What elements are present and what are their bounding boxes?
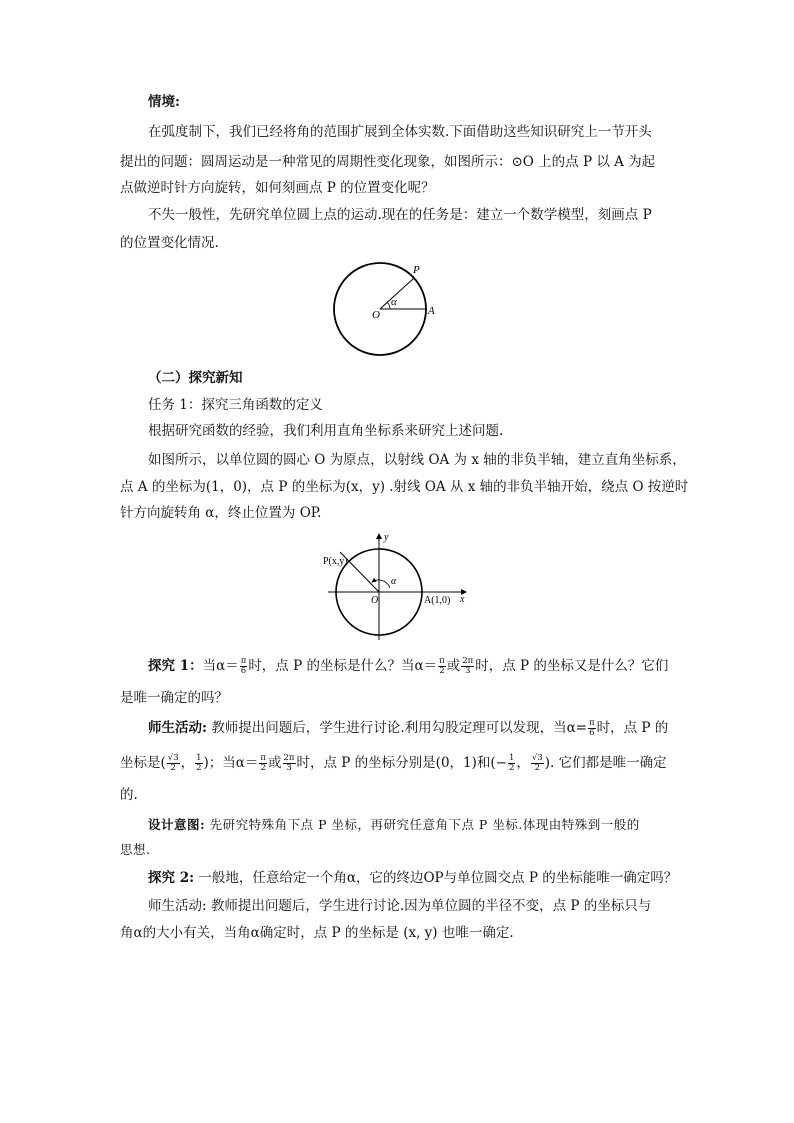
situation-para1-line1: 在弧度制下，我们已经将角的范围扩展到全体实数.下面借助这些知识研究上一节开头 <box>148 124 652 140</box>
figure1-label-a: A <box>428 305 435 317</box>
activity1-l2-t6: ， <box>516 755 530 771</box>
radius-op <box>380 278 414 309</box>
situation-para2-line1: 不失一般性，先研究单位圆上点的运动.现在的任务是：建立一个数学模型，刻画点 P <box>148 207 652 223</box>
activity1-l2-t7: ). 它们都是唯一确定 <box>544 755 667 771</box>
explore1-line1 <box>148 656 668 676</box>
fraction-2pi-3: $\frac{2\pi}{3}$ <box>462 656 474 676</box>
task1-para-line1: 如图所示，以单位圆的圆心 O 为原点，以射线 OA 为 x 轴的非负半轴，建立直角坐标系， <box>148 452 686 468</box>
activity1-line2 <box>120 753 667 773</box>
activity1-t1: 教师提出问题后，学生进行讨论.利用勾股定理可以发现，当α= <box>206 720 587 736</box>
design-t1: 先研究特殊角下点 P 坐标，再研究任意角下点 P 坐标.体现由特殊到一般的 <box>205 817 640 832</box>
activity2-line1 <box>148 896 651 916</box>
figure2-label-o: O <box>371 595 379 606</box>
activity1-l2-t2: ， <box>180 755 195 771</box>
section-heading-explore: （二）探究新知 <box>148 370 243 386</box>
explore2-text: 一般地，任意给定一个角α，它的终边OP与单位圆交点 P 的坐标能唯一确定吗？ <box>194 870 678 886</box>
figure1-label-alpha: α <box>391 296 397 308</box>
activity1-l2-t4: 或 <box>268 755 282 771</box>
task1-title: 任务 1：探究三角函数的定义 <box>148 397 323 413</box>
activity1-l2-t1: 坐标是( <box>120 755 166 771</box>
activity1-l2-t3: )；当α＝ <box>203 755 259 771</box>
activity1-l2-t5: 时，点 P 的坐标分别是(0，1)和(− <box>296 755 507 771</box>
activity1-t2: 时，点 P 的 <box>596 720 669 736</box>
situation-para1-line2: 提出的问题：圆周运动是一种常见的周期性变化现象，如图所示：⊙O 上的点 P 以 A 为起 <box>120 154 656 170</box>
explore1-label: 探究 1： <box>148 658 203 674</box>
figure-unit-circle <box>320 530 470 645</box>
design-intent-line1 <box>148 815 640 835</box>
figure2-label-p: P(x,y) <box>323 556 348 567</box>
rotation-arc <box>372 580 390 588</box>
figure2-label-y: y <box>384 532 389 543</box>
explore2-label: 探究 2: <box>148 870 195 886</box>
fraction-1-2: $\frac{1}{2}$ <box>196 753 202 773</box>
task1-intro: 根据研究函数的经验，我们利用直角坐标系来研究上述问题. <box>148 423 504 439</box>
figure-circle-rotation <box>330 258 450 358</box>
activity1-label: 师生活动: <box>148 720 207 736</box>
activity1-line3: 的. <box>120 787 138 803</box>
explore2-line <box>148 868 677 888</box>
figure2-label-alpha: α <box>391 576 397 587</box>
activity2-label: 师生活动: <box>148 898 207 914</box>
task1-para-line2: 点 A 的坐标为(1，0)，点 P 的坐标为(x，y) .射线 OA 从 x 轴的非负半轴开始，绕点 O 按逆时 <box>120 479 689 495</box>
figure1-label-p: P <box>413 264 420 276</box>
design-intent-line2: 思想. <box>120 842 151 857</box>
figure2-label-x: x <box>460 594 465 605</box>
fraction-pi-2: $\frac{\pi}{2}$ <box>260 753 267 773</box>
figure1-label-o: O <box>372 309 380 321</box>
fraction-sqrt3-2: $\frac{√3}{2}$ <box>167 753 179 773</box>
explore1-t1: 当α＝ <box>202 658 239 674</box>
fraction-pi-2: $\frac{\pi}{2}$ <box>439 656 445 676</box>
figure2-label-a: A(1,0) <box>424 595 451 606</box>
activity2-t1: 教师提出问题后，学生进行讨论.因为单位圆的半径不变，点 P 的坐标只与 <box>206 898 652 914</box>
explore1-t4: 时，点 P 的坐标又是什么？它们 <box>475 658 669 674</box>
situation-heading: 情境: <box>148 94 180 110</box>
fraction-pi-6: $\frac{\pi}{6}$ <box>589 718 595 738</box>
explore1-t2: 时，点 P 的坐标是什么？当α＝ <box>248 658 438 674</box>
explore1-t3: 或 <box>446 658 461 674</box>
situation-para1-line3: 点做逆时针方向旋转，如何刻画点 P 的位置变化呢？ <box>120 180 435 196</box>
angle-arc <box>387 302 390 309</box>
fraction-sqrt3-2: $\frac{√3}{2}$ <box>531 753 543 773</box>
design-label: 设计意图: <box>148 817 206 832</box>
situation-para2-line2: 的位置变化情况. <box>120 235 219 251</box>
activity1-line1 <box>148 718 668 738</box>
fraction-pi-6: $\frac{\pi}{6}$ <box>240 656 247 676</box>
activity2-line2: 角α的大小有关，当角α确定时，点 P 的坐标是 (x, y) 也唯一确定. <box>120 925 514 941</box>
explore1-line2: 是唯一确定的吗？ <box>120 690 228 706</box>
fraction-2pi-3: $\frac{2\pi}{3}$ <box>283 753 295 773</box>
task1-para-line3: 针方向旋转角 α，终止位置为 OP. <box>120 505 322 521</box>
fraction-1-2: $\frac{1}{2}$ <box>508 753 515 773</box>
